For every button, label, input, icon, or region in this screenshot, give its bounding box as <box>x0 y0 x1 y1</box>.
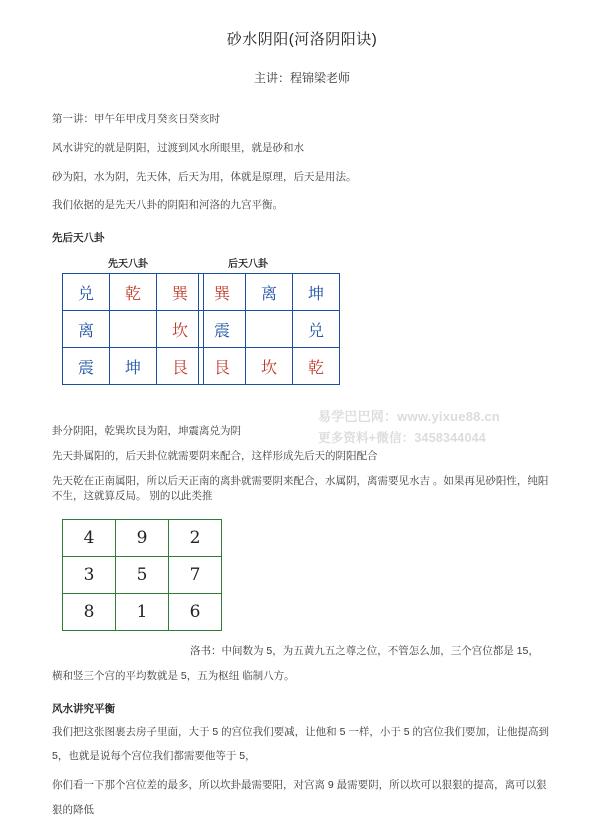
lecture-line: 第一讲：甲午年甲戌月癸亥日癸亥时 <box>52 113 220 125</box>
bagua-cell: 巽 <box>199 274 246 311</box>
bagua-cell: 乾 <box>110 274 157 311</box>
luoshu-chart <box>0 519 604 644</box>
section-heading-balance: 风水讲究平衡 <box>52 702 115 715</box>
luoshu-cell: 1 <box>116 594 169 631</box>
document-page <box>0 28 604 826</box>
paragraph: 我们依据的是先天八卦的阴阳和河洛的九宫平衡。 <box>52 199 283 212</box>
bagua-cell: 乾 <box>293 348 340 385</box>
paragraph: 风水讲究的就是阴阳，过渡到风水所眼里，就是砂和水 <box>52 141 304 154</box>
table-row <box>199 274 340 311</box>
table-row <box>63 274 204 311</box>
table-row <box>63 348 204 385</box>
luoshu-cell: 8 <box>63 594 116 631</box>
luoshu-cell: 5 <box>116 557 169 594</box>
table-row <box>199 311 340 348</box>
table-row <box>63 557 222 594</box>
luoshu-cell: 4 <box>63 520 116 557</box>
paragraph: 先天卦属阳的，后天卦位就需要阴来配合，这样形成先后天的阴阳配合 <box>52 449 378 462</box>
paragraph: 砂为阳，水为阴，先天体，后天为用，体就是原理，后天是用法。 <box>52 170 357 183</box>
section-heading-bagua: 先后天八卦 <box>52 232 105 244</box>
bagua-cell: 坤 <box>293 274 340 311</box>
paragraph: 你们看一下那个宫位差的最多，所以坎卦最需要阳，对宫离 9 最需要阴，所以坎可以狠狠的提高，离可以狠 <box>52 779 547 791</box>
bagua-cell: 震 <box>199 311 246 348</box>
xiantian-bagua-grid <box>62 273 204 385</box>
paragraph: 卦分阴阳，乾巽坎艮为阳，坤震离兑为阴 <box>52 425 241 437</box>
bagua-cell: 坎 <box>246 348 293 385</box>
luoshu-cell: 9 <box>116 520 169 557</box>
bagua-cell: 巽 <box>157 274 204 311</box>
paragraph: 我们把这张图裹去房子里面，大于 5 的宫位我们要减，让他和 5 一样，小于 5 的宫位我们要加，让他提高到 <box>52 725 550 738</box>
houtian-bagua-grid <box>198 273 340 385</box>
luoshu-cell: 7 <box>169 557 222 594</box>
paragraph: 不生，这就算反局。 别的以此类推 <box>52 490 213 503</box>
bagua-cell: 坎 <box>157 311 204 348</box>
page-subtitle: 主讲：程锦梁老师 <box>253 71 350 85</box>
bagua-cell: 艮 <box>199 348 246 385</box>
bagua-cell: 离 <box>63 311 110 348</box>
page-title: 砂水阴阳(河洛阴阳诀) <box>226 31 378 48</box>
paragraph: 5，也就是说每个宫位我们都需要他等于 5， <box>52 750 256 763</box>
luoshu-grid <box>62 519 222 631</box>
paragraph: 狠的降低 <box>52 803 94 816</box>
luoshu-cell: 3 <box>63 557 116 594</box>
paragraph: 先天乾在正南属阳，所以后天正南的离卦就需要阴来配合，水属阴，离需要见水吉 。如果再见砂阳性，纯阳 <box>52 474 549 487</box>
bagua-cell-empty <box>246 311 293 348</box>
bagua-cell: 坤 <box>110 348 157 385</box>
bagua-cell: 艮 <box>157 348 204 385</box>
bagua-cell: 兑 <box>63 274 110 311</box>
luoshu-cell: 2 <box>169 520 222 557</box>
table-row <box>63 311 204 348</box>
bagua-cell: 离 <box>246 274 293 311</box>
houtian-bagua-label: 后天八卦 <box>228 259 268 270</box>
bagua-charts <box>0 255 604 415</box>
table-row <box>199 348 340 385</box>
luoshu-cell: 6 <box>169 594 222 631</box>
table-row <box>63 520 222 557</box>
watermark-site: 易学巴巴网：www.yixue88.cn <box>318 409 500 424</box>
bagua-cell: 震 <box>63 348 110 385</box>
paragraph: 洛书：中间数为 5，为五黄九五之尊之位，不管怎么加，三个宫位都是 15， <box>190 645 539 657</box>
paragraph: 横和竖三个宫的平均数就是 5，五为枢纽 临制八方。 <box>52 669 295 682</box>
table-row <box>63 594 222 631</box>
xiantian-bagua-label: 先天八卦 <box>108 259 148 270</box>
watermark-wechat: 更多资料+微信：3458344044 <box>318 431 486 445</box>
bagua-cell: 兑 <box>293 311 340 348</box>
bagua-cell-empty <box>110 311 157 348</box>
